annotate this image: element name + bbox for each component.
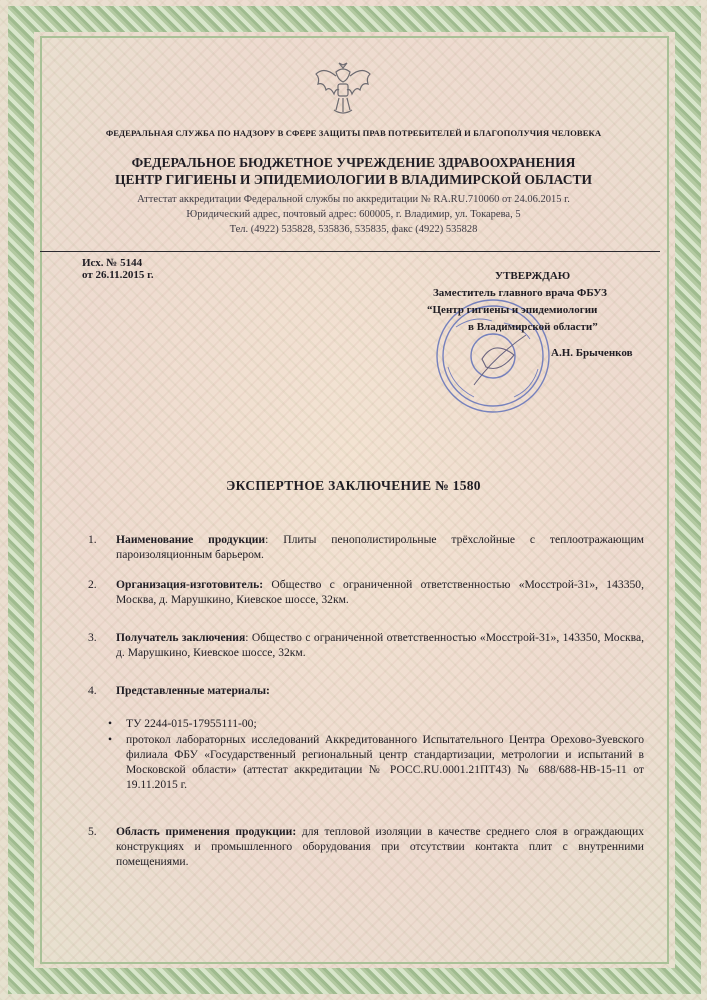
approval-signatory: А.Н. Брыченков [551,347,633,359]
section-recipient [88,630,644,660]
outgoing-date: от 26.11.2015 г. [82,269,154,281]
section-number: 2. [88,578,97,591]
section-heading: Область применения продукции: [116,825,297,838]
phones-line: Тел. (4922) 535828, 535836, 535835, факс (4922) 535828 [229,224,478,235]
section-number: 4. [88,684,97,697]
section-text: Общество с ограниченной ответственностью «Мосстрой-31», 143350, Москва, д. Марушкино, Киевское шоссе, 32км. [116,578,644,606]
accreditation-line: Аттестат аккредитации Федеральной службы по аккредитации № RA.RU.710060 от 24.06.2015 г. [137,194,570,205]
section-heading: Организация-изготовитель: [116,578,264,591]
section-application-area [88,824,644,869]
section-materials [88,683,644,698]
section-number: 1. [88,533,97,546]
approval-position: Заместитель главного врача ФБУЗ [433,287,607,299]
bullet: • [108,733,113,746]
organization-name-line1: ФЕДЕРАЛЬНОЕ БЮДЖЕТНОЕ УЧРЕЖДЕНИЕ ЗДРАВООХРАНЕНИЯ [131,155,576,170]
document-title: ЭКСПЕРТНОЕ ЗАКЛЮЧЕНИЕ № 1580 [226,478,481,493]
section-text: : Плиты пенополистирольные трёхслойные с теплоотражающим пароизоляционным барьером. [116,533,644,561]
section-heading: Представленные материалы: [116,684,270,697]
approval-institution-line2: в Владимирской области” [468,321,598,333]
ministry-line: ФЕДЕРАЛЬНАЯ СЛУЖБА ПО НАДЗОРУ В СФЕРЕ ЗАЩИТЫ ПРАВ ПОТРЕБИТЕЛЕЙ И БЛАГОПОЛУЧИЯ ЧЕЛОВЕКА [105,128,602,138]
bullet: • [108,717,113,730]
material-text: ТУ 2244-015-17955111-00; [126,717,257,730]
address-line: Юридический адрес, почтовый адрес: 600005, г. Владимир, ул. Токарева, 5 [186,209,521,220]
section-text: : Общество с ограниченной ответственностью «Мосстрой-31», 143350, Москва, д. Марушкино, Киевское шоссе, 32км. [116,631,645,659]
approval-heading: УТВЕРЖДАЮ [495,270,571,282]
section-number: 5. [88,825,97,838]
materials-list-item [108,732,644,792]
section-heading: Наименование продукции [116,533,266,546]
materials-list-item [108,716,644,731]
section-number: 3. [88,631,97,644]
section-heading: Получатель заключения [116,631,246,644]
section-product-name [88,532,644,562]
section-text: для тепловой изоляции в качестве среднего слоя в ограждающих конструкциях и промышленного оборудования при отсутствии контакта плит с внутренними помещениями. [116,825,644,868]
outgoing-number: Исх. № 5144 [82,257,143,269]
coat-of-arms-icon [312,60,374,118]
approval-institution-line1: “Центр гигиены и эпидемиологии [427,304,598,316]
section-manufacturer [88,577,644,607]
material-text: протокол лабораторных исследований Аккредитованного Испытательного Центра Орехово-Зуевского филиала ФБУ «Государственный региональный центр стандартизации, метрологии и испытаний в Московской области» (аттестат аккредитации № РОСС.RU.0001.21ПТ43) № 688/688-НВ-15-11 от 19.11.2015 г. [126,733,644,791]
organization-name-line2: ЦЕНТР ГИГИЕНЫ И ЭПИДЕМИОЛОГИИ В ВЛАДИМИРСКОЙ ОБЛАСТИ [114,172,593,187]
header-divider [40,251,660,252]
